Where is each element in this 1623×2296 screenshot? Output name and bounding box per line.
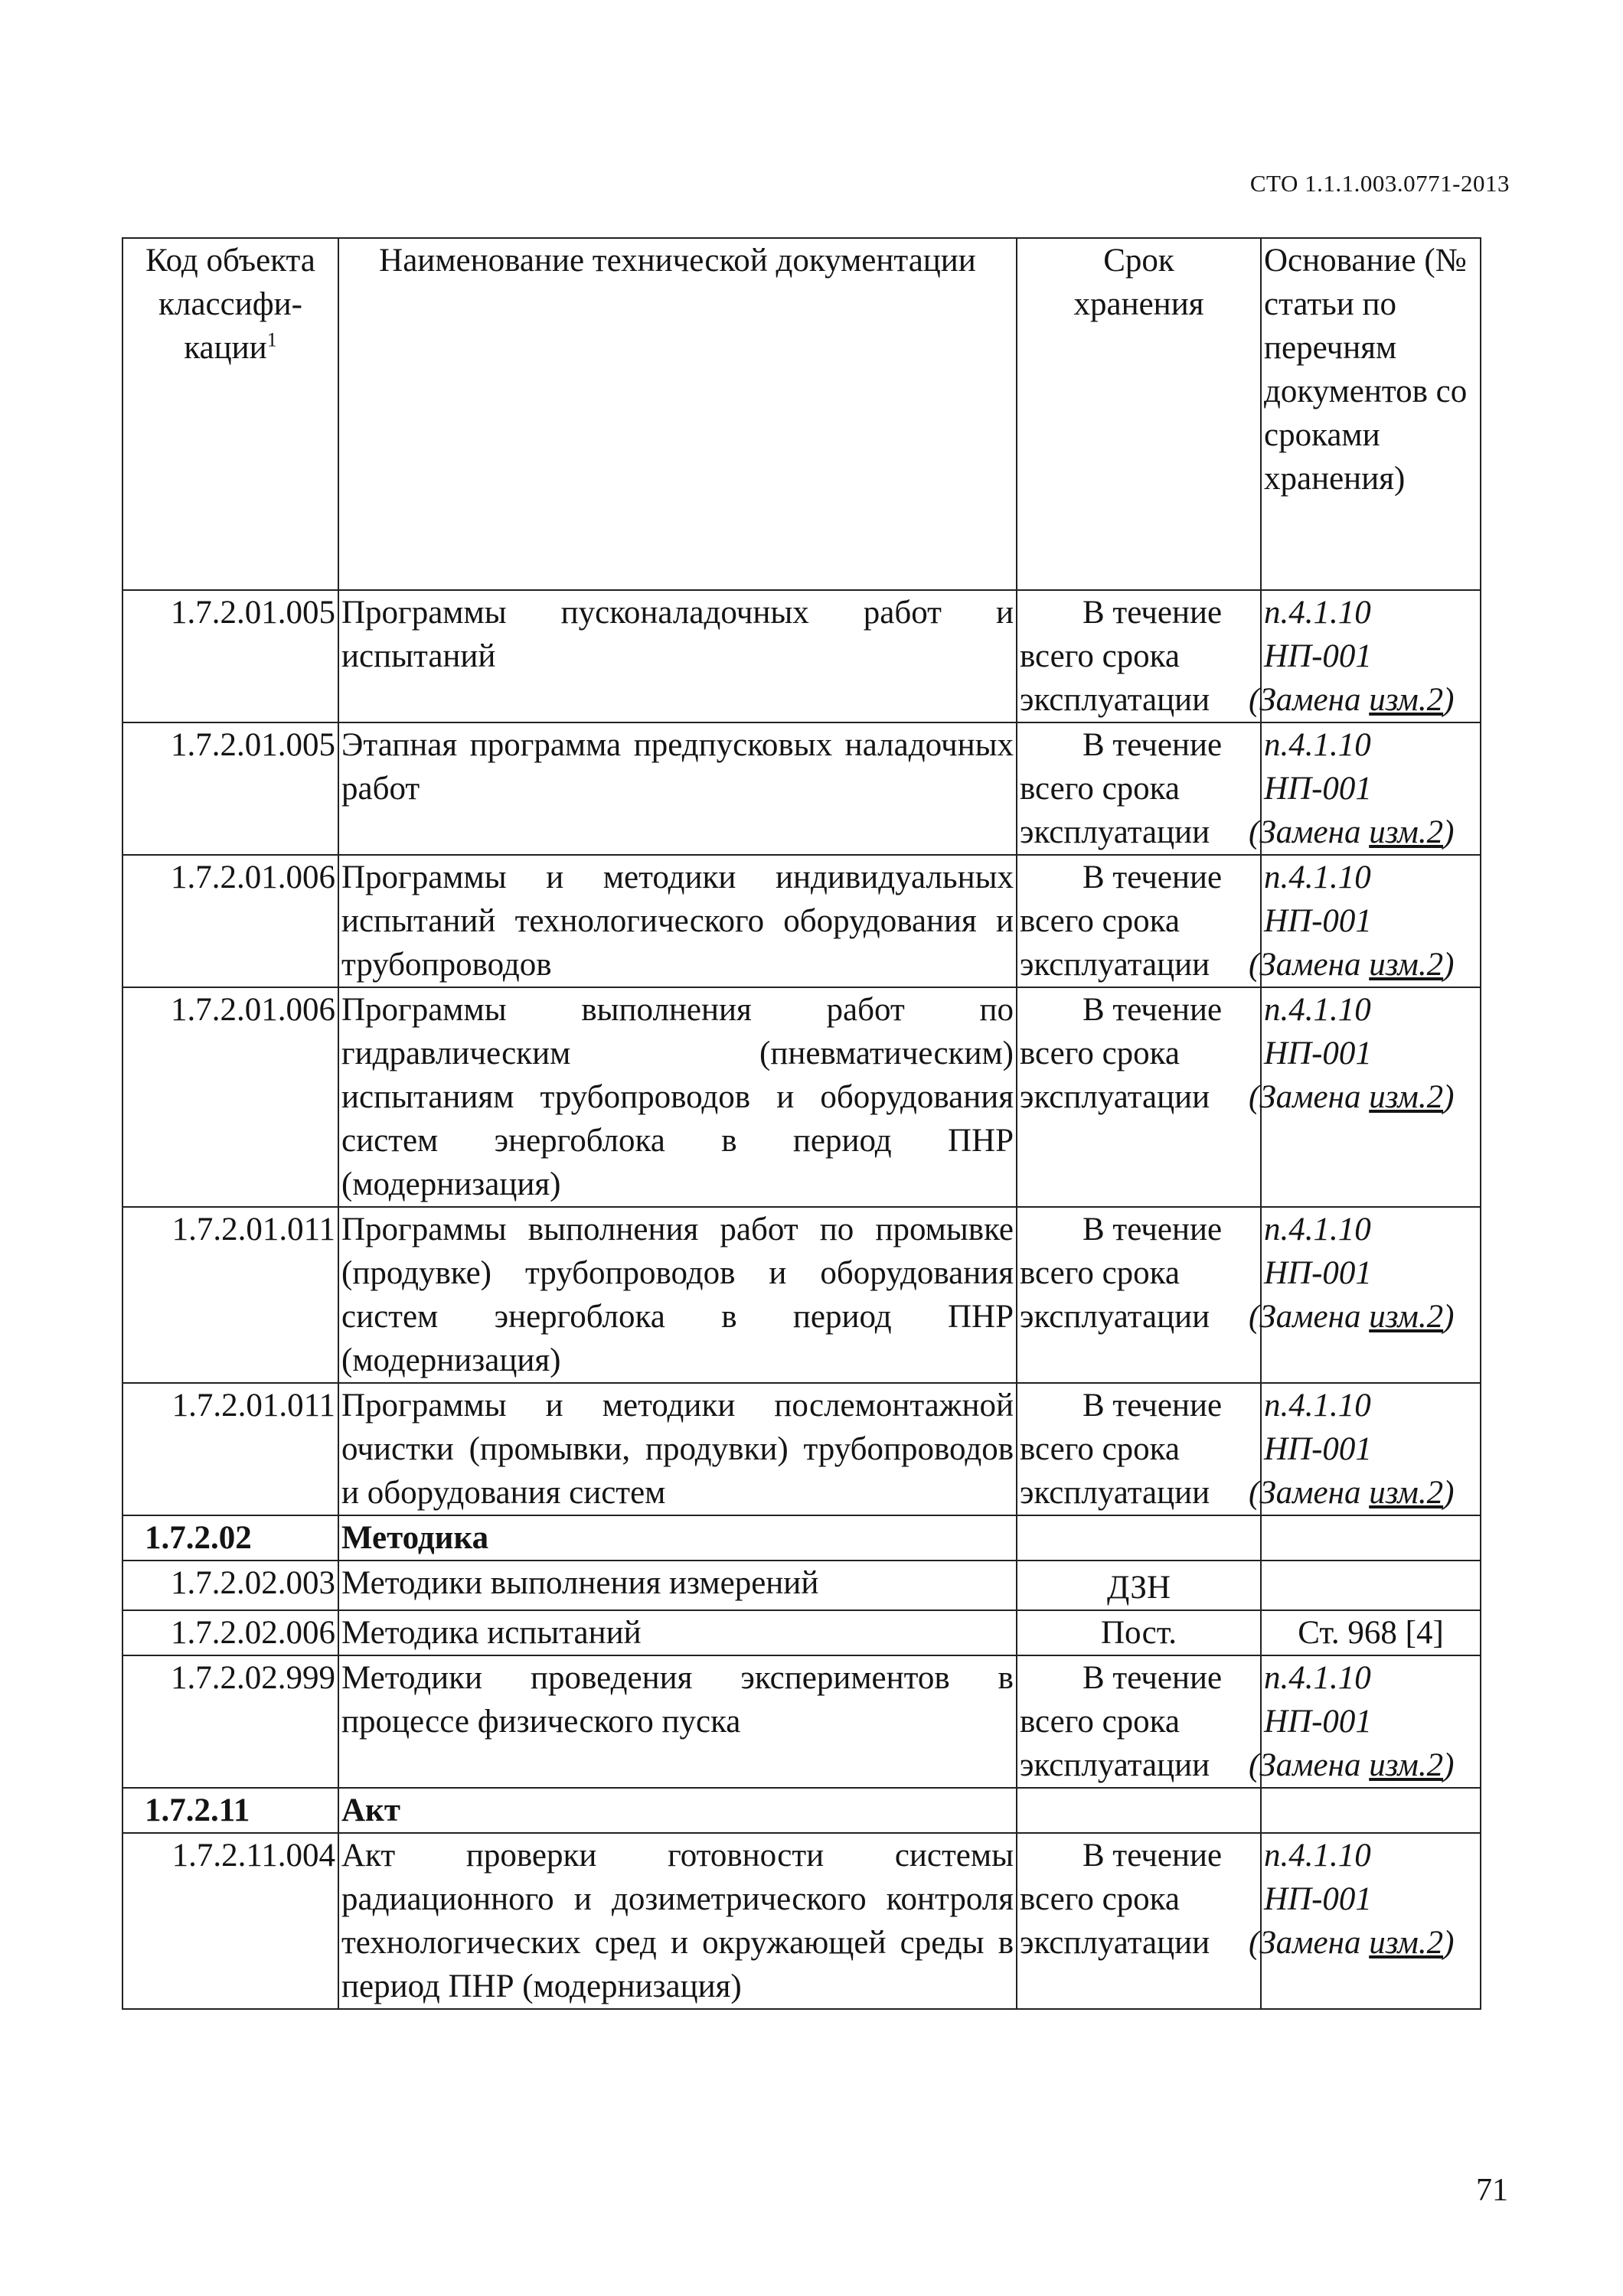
table-row [122,1207,1481,1383]
row-basis: п.4.1.10 НП-001 (Замена изм.2) [1261,1207,1481,1383]
row-name: Методика испытаний [338,1610,1017,1655]
section-row-methodology [122,1515,1481,1561]
amendment-link: изм.2 [1369,947,1444,983]
table-row [122,590,1481,722]
header-storage-term: Срок хранения [1017,238,1261,590]
table-row [122,1610,1481,1655]
row-name: Программы выполнения работ по промывке (продувке) трубопроводов и оборудования систем энергоблока в период ПНР (модернизация) [338,1207,1017,1383]
amendment-link: изм.2 [1369,1475,1444,1511]
row-basis: п.4.1.10 НП-001 (Замена изм.2) [1261,722,1481,855]
row-basis: п.4.1.10 НП-001 (Замена изм.2) [1261,1383,1481,1515]
amendment-link: изм.2 [1369,1299,1444,1335]
row-name: Этапная программа предпусковых наладочных работ [338,722,1017,855]
row-code: 1.7.2.01.006 [122,987,338,1207]
row-basis: п.4.1.10 НП-001 (Замена изм.2) [1261,1655,1481,1788]
row-basis: п.4.1.10 НП-001 (Замена изм.2) [1261,590,1481,722]
row-basis: п.4.1.10 НП-001 (Замена изм.2) [1261,855,1481,987]
footnote-marker: 1 [266,328,277,351]
row-code: 1.7.2.02.006 [122,1610,338,1655]
row-term: В течение всего срока эксплуатации [1017,1833,1261,2009]
row-term: В течение всего срока эксплуатации [1017,722,1261,855]
section-code: 1.7.2.02 [122,1515,338,1561]
table-row [122,1561,1481,1610]
row-code: 1.7.2.02.003 [122,1561,338,1610]
table-row [122,1383,1481,1515]
documentation-table [122,237,1481,2010]
row-code: 1.7.2.01.005 [122,722,338,855]
row-term: Пост. [1017,1610,1261,1655]
row-basis: п.4.1.10 НП-001 (Замена изм.2) [1261,987,1481,1207]
table-header-row [122,238,1481,590]
page-number: 71 [1476,2173,1508,2208]
row-name: Программы и методики индивидуальных испытаний технологического оборудования и трубопроводов [338,855,1017,987]
row-code: 1.7.2.11.004 [122,1833,338,2009]
document-code: СТО 1.1.1.003.0771-2013 [1249,170,1510,197]
row-code: 1.7.2.01.011 [122,1383,338,1515]
table-row [122,1655,1481,1788]
table-row [122,1833,1481,2009]
table-row [122,722,1481,855]
row-term: В течение всего срока эксплуатации [1017,855,1261,987]
section-title: Акт [338,1788,1017,1833]
row-term: ДЗН [1017,1561,1261,1610]
row-term: В течение всего срока эксплуатации [1017,987,1261,1207]
row-term: В течение всего срока эксплуатации [1017,1207,1261,1383]
row-name: Акт проверки готовности системы радиационного и дозиметрического контроля технологических сред и окружающей среды в период ПНР (модернизация) [338,1833,1017,2009]
amendment-link: изм.2 [1369,1925,1444,1961]
row-name: Методики проведения экспериментов в процессе физического пуска [338,1655,1017,1788]
row-name: Методики выполнения измерений [338,1561,1017,1610]
section-code: 1.7.2.11 [122,1788,338,1833]
row-term: В течение всего срока эксплуатации [1017,1655,1261,1788]
row-name: Программы и методики послемонтажной очистки (промывки, продувки) трубопроводов и оборудования систем [338,1383,1017,1515]
row-code: 1.7.2.01.005 [122,590,338,722]
row-term: В течение всего срока эксплуатации [1017,1383,1261,1515]
table-row [122,855,1481,987]
row-code: 1.7.2.01.006 [122,855,338,987]
section-title: Методика [338,1515,1017,1561]
empty-cell [1261,1561,1481,1610]
header-basis: Основание (№ статьи по перечням документов со сроками хранения) [1261,238,1481,590]
empty-cell [1261,1788,1481,1833]
row-name: Программы пусконаладочных работ и испытаний [338,590,1017,722]
section-row-act [122,1788,1481,1833]
row-term: В течение всего срока эксплуатации [1017,590,1261,722]
empty-cell [1017,1788,1261,1833]
row-code: 1.7.2.01.011 [122,1207,338,1383]
amendment-link: изм.2 [1369,1079,1444,1115]
row-code: 1.7.2.02.999 [122,1655,338,1788]
amendment-link: изм.2 [1369,682,1444,718]
row-basis: Ст. 968 [4] [1261,1610,1481,1655]
amendment-link: изм.2 [1369,1747,1444,1783]
empty-cell [1017,1515,1261,1561]
row-basis: п.4.1.10 НП-001 (Замена изм.2) [1261,1833,1481,2009]
amendment-link: изм.2 [1369,814,1444,850]
table-row [122,987,1481,1207]
header-name: Наименование технической документации [338,238,1017,590]
header-code: Код объекта классифи- кации$^1$ [122,238,338,590]
empty-cell [1261,1515,1481,1561]
row-name: Программы выполнения работ по гидравлическим (пневматическим) испытаниям трубопроводов и оборудования систем энергоблока в период ПНР (модернизация) [338,987,1017,1207]
